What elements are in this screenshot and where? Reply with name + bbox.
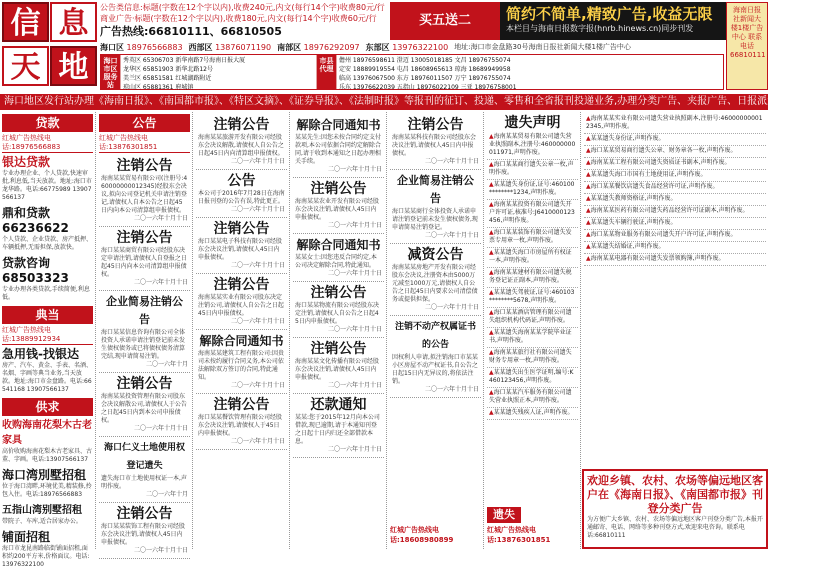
classifieds-content — [0, 112, 768, 568]
column-loans — [0, 112, 96, 568]
lost-item: ▲海口某某商行遗失公章一枚,声明作废。 — [487, 160, 578, 180]
column-notices-1 — [97, 112, 193, 554]
announcement-item: ▲海口某某餐饮店遗失食品经营许可证,声明作废。 — [584, 182, 766, 194]
notice-date: 二〇一六年十月十日 — [133, 215, 188, 222]
notice-date: 二〇一六年十月十日 — [327, 270, 382, 277]
masthead — [0, 0, 768, 92]
notice-title: 注销公告 — [116, 230, 173, 246]
announcement-item: ▲海南某某电器有限公司遗失发票领购簿,声明作废。 — [584, 254, 766, 266]
notice-date: 二〇一六年十月十日 — [327, 326, 382, 333]
notice-title: 企业简易注销公告 — [106, 295, 183, 326]
notice-title: 注销公告 — [213, 221, 270, 237]
notice-body: 海口某某商贸有限公司经股东决定申请注销,请债权人自登报之日起45日内向本公司清算组申报债权。 — [101, 247, 187, 278]
pawn-hotline: 红城广告热线电话:13889912934 — [2, 326, 93, 345]
ad-body: 海口市龙昆南路临街铺面招租,面积约200平方米,价格面议。电话:13976322100 — [2, 545, 90, 568]
notice-title: 注销公告 — [310, 341, 367, 357]
notice-body: 海南某某建筑工程有限公司:因贵司未按约履行合同义务,本公司依法解除双方签订的合同,特此通知。 — [198, 350, 285, 381]
announcement-item: ▲某某遗失教师资格证,声明作废。 — [584, 194, 766, 206]
notice — [196, 394, 287, 450]
lost-hotline: 红城广告热线电话:13876301851 — [487, 526, 551, 544]
column-notices-3 — [291, 112, 387, 549]
lost-stamp: 遗失 — [487, 507, 521, 523]
lost-item: ▲海口某某酒店管理有限公司遗失组织机构代码证,声明作废。 — [487, 308, 578, 328]
region-item: 美兰区 65851581 红城湖路附近 — [123, 75, 212, 82]
distribution-banner: 海口地区发行站办理《海南日报》、《南国都市报》、《特区文摘》、《证券导报》、《法制时报》等报刊的征订、投递、零售和全省报刊投递业务,办理分类广告、夹报广告、日报派送及其它业务。 — [0, 94, 768, 110]
right-side-ad: 海南日报社新闻大楼1楼广告中心 联系电话 66810111 — [726, 2, 768, 90]
notice-title: 注销公告 — [407, 117, 464, 133]
lost-item: ▲某某遗失出生医学证明,编号:K460123456,声明作废。 — [487, 368, 578, 388]
lost-item: ▲某某遗失海口市房屋所有权证一本,声明作废。 — [487, 248, 578, 268]
ad-title: 铺面招租 — [2, 530, 51, 544]
notice-title: 注销公告 — [310, 285, 367, 301]
notice-date: 二〇一六年十月十日 — [327, 222, 382, 229]
announcement-item: ▲某某遗失车辆行驶证,声明作废。 — [584, 218, 766, 230]
column-lost-notices — [485, 112, 581, 549]
notice-title: 注销公告 — [213, 397, 270, 413]
lost-item: ▲某某遗失海南某某学院毕业证书,声明作废。 — [487, 328, 578, 348]
notice-date: 二〇一六年十月十日 — [424, 304, 479, 311]
notice-date: 二〇一六年十月十日 — [327, 382, 382, 389]
notice-body: 海南某某旅游开发有限公司经股东会决议解散,请债权人自公告之日起45日内向清算组申报债权。 — [198, 134, 284, 157]
notice-date: 二〇一六年十月十日 — [230, 382, 285, 389]
slogan: 买五送二 — [390, 2, 500, 40]
notice-body: 海南某某文化传播有限公司经股东会决议注销,请债权人45日内申报债权。 — [295, 358, 380, 381]
masthead-char-3: 天 — [2, 46, 49, 86]
lost-item: ▲海口某某汽车服务有限公司遗失营业执照正本,声明作废。 — [487, 388, 578, 408]
notice-body: 某某女士:因您违反合同约定,本公司决定解除合同,特此通知。 — [295, 254, 377, 269]
announcement-item: ▲某某遗失结婚证,声明作废。 — [584, 242, 766, 254]
ad-body: 专业办理各类贷款,手续简便,利息低。 — [2, 286, 90, 301]
lost-item: ▲海南某某旅行社有限公司遗失财务专用章一枚,声明作废。 — [487, 348, 578, 368]
notice-date: 二〇一六年十月十日 — [327, 166, 382, 173]
notice-body: 海口某某物流有限公司经股东决定注销,请债权人自公告之日起45日内申报债权。 — [295, 302, 380, 325]
lost-footer — [487, 503, 578, 545]
notice-hotline-bottom: 红城广告热线电话:18608980899 — [390, 526, 454, 544]
announcement-item: ▲海口某某贸易商行遗失公章、财务章各一枚,声明作废。 — [584, 146, 766, 158]
notice-body: 因权利人申请,拟注销海口市某某小区房屋不动产权证书,自公告之日起15日内无异议的,将依法注销。 — [392, 354, 478, 385]
notice-body: 海南某某房地产开发有限公司经股东会决议,注册资本由5000万元减至1000万元,请债权人自公告之日起45日内要求公司清偿债务或提供担保。 — [392, 264, 478, 303]
masthead-char-4: 地 — [50, 46, 97, 86]
ad-body: 位于海口湾畔,环境优美,精装修,拎包入住。电话:18976566883 — [2, 483, 92, 498]
lost-item: ▲某某遗失身份证,证号:460100********1234,声明作废。 — [487, 180, 578, 200]
announcement-item: ▲海南某某医药有限公司遗失药品经营许可证副本,声明作废。 — [584, 206, 766, 218]
notice-date: 二〇一六年十月十日 — [230, 318, 285, 325]
office-haikou: 海口区 18976566883 — [100, 43, 183, 52]
ad-hotline: 广告热线:66810111、66810505 — [100, 25, 282, 38]
notice — [293, 234, 384, 282]
notice-title: 企业简易注销公告 — [397, 174, 474, 205]
notice — [293, 282, 384, 338]
notice-title: 解除合同通知书 — [296, 118, 381, 132]
notice-date: 二〇一六年十月十日 — [424, 386, 479, 393]
section-head-loan: 贷款 — [2, 114, 93, 132]
announcement-item: ▲某某遗失海口市国有土地使用证,声明作废。 — [584, 170, 766, 182]
notice — [99, 227, 190, 291]
notice-title: 注销公告 — [116, 158, 173, 174]
office-south: 南部区 18976292097 — [277, 43, 360, 52]
notice — [196, 114, 287, 170]
masthead-char-1: 信 — [2, 2, 49, 42]
notice-hotline: 红城广告热线电话:13876301851 — [99, 134, 190, 153]
notice — [99, 373, 190, 437]
notice-date: 二〇一六年十月十日 — [327, 446, 382, 453]
ad-body: 专业办理企业、个人贷款,快速审批,利息低,当天放款。地址:海口市龙华路。电话:66775989 13907566137 — [2, 170, 92, 201]
notice — [196, 274, 287, 330]
rural-promo-body: 为方便广大乡镇、农村、农场等偏远地区客户刊登分类广告,本报开通邮寄、电话、网络等多种刊登方式,欢迎来电咨询。联系电话:66810111 — [587, 516, 763, 539]
announcement-item: ▲海南某某工程有限公司遗失资质证书副本,声明作废。 — [584, 158, 766, 170]
region-item: 临高 13976067500 东方 18976011507 万宁 18976755074 — [339, 75, 511, 82]
notice — [99, 155, 190, 227]
ad-body: 带院子、车库,适合居家办公。 — [2, 518, 82, 525]
notice — [390, 114, 481, 170]
ad-title: 银达贷款 — [2, 155, 51, 169]
notice — [293, 114, 384, 178]
ad-body: 房产、汽车、黄金、手表、名酒、名烟、字画等典当业务,当天放款。地址:海口市金盘路。电话:66541168 13907566137 — [2, 362, 93, 393]
notice — [99, 291, 190, 373]
notice-date: 二〇一六年十月十日 — [230, 158, 285, 165]
pricing-info — [100, 2, 388, 40]
office-address: 地址:海口市金盘路30号海南日报社新闻大楼1楼广告中心 — [454, 43, 631, 51]
announcement-item: ▲海口某某物业服务有限公司遗失开户许可证,声明作废。 — [584, 230, 766, 242]
region-item: 龙华区 65851903 新华北路12号 — [123, 66, 213, 73]
region-item: 定安 18889919554 屯昌 18608965613 琼海 18689949958 — [339, 66, 511, 73]
region-table — [100, 54, 724, 90]
lost-notice-head: 遗失声明 — [504, 115, 561, 131]
notice-date: 二〇一六年十月十日 — [230, 206, 285, 213]
notice-date: 二〇一六年十月十日 — [424, 158, 479, 165]
notice-body: 海南某某实业有限公司股东决定注销公司,请债权人自公告之日起45日内申报债权。 — [198, 294, 284, 317]
ad-title: 收购海南花梨木古老家具 — [2, 420, 92, 446]
notice-body: 海口某某电子科技有限公司经股东会决议注销,请债权人45日内申报债权。 — [198, 238, 283, 261]
notice — [99, 437, 190, 503]
lost-item: ▲海南某某投资有限公司遗失开户许可证,核准号:J6410000123456,声明作废。 — [487, 200, 578, 228]
pricing-line-2: 商业广告·标题(字数在12个字以内),收费180元,内文(每行14个字)收费60元/行 — [100, 14, 377, 23]
ad-title: 鼎和贷款66236622 — [2, 206, 69, 235]
notice-body: 本公司于2016年7月28日在海南日报刊登的公告有误,特此更正。 — [198, 190, 285, 205]
notice-body: 海口某某信息咨询有限公司全体投资人承诺申请注销登记前未发生债权债务或已将债权债务清算完结,现申请简易注销。 — [101, 329, 186, 360]
column-announcements — [582, 112, 768, 549]
region-left-list — [121, 55, 317, 89]
rural-promo-box — [582, 469, 768, 549]
notice — [293, 178, 384, 234]
promo-title: 简约不简单,精致广告,收益无限 — [506, 5, 713, 23]
notice-title: 注销公告 — [116, 506, 173, 522]
notice-title: 解除合同通知书 — [296, 238, 381, 252]
ad-title: 贷款咨询68503323 — [2, 256, 69, 285]
notice — [196, 170, 287, 218]
region-item: 儋州 18976598611 澄迈 13005018185 文昌 18976755074 — [339, 57, 511, 64]
region-head-mid: 市县代理 — [317, 55, 337, 89]
notice-date: 二〇一六年十月十日 — [133, 547, 188, 554]
lost-item: ▲某某遗失驾驶证,证号:460103********5678,声明作废。 — [487, 288, 578, 308]
notice-body: 遗失海口市土地使用权证一本,声明作废。 — [101, 475, 187, 490]
notice-date: 二〇一六年十月 — [145, 361, 188, 368]
notice-title: 解除合同通知书 — [199, 334, 284, 348]
promo-banner — [500, 2, 726, 40]
notice — [390, 316, 481, 398]
notice-date: 二〇一六年十月 — [145, 491, 188, 498]
notice-body: 海南某某投资管理有限公司股东会决议解散公司,请债权人于公告之日起45日内到本公司申报债权。 — [101, 393, 187, 424]
notice-date: 二〇一六年十月十日 — [230, 438, 285, 445]
notice-title: 注销公告 — [310, 181, 367, 197]
notice-date: 二〇一六年十月十日 — [133, 279, 188, 286]
region-item: 秀英区 65306703 新华南路7号海南日报大厦 — [123, 57, 246, 64]
column-notices-2 — [194, 112, 290, 549]
notice-date: 二〇一六年十月十日 — [230, 262, 285, 269]
lost-item: ▲某某遗失残疾人证,声明作废。 — [487, 408, 578, 420]
office-east: 东部区 13976322100 — [365, 43, 449, 52]
notice — [196, 330, 287, 394]
rural-promo-title: 欢迎乡镇、农村、农场等偏远地区客户在《海南日报》、《南国都市报》刊登分类广告 — [587, 474, 763, 515]
lost-item: ▲海口某某装饰有限公司遗失发票专用章一枚,声明作废。 — [487, 228, 578, 248]
notice-title: 注销公告 — [213, 277, 270, 293]
notice-body: 海南某某贸易有限公司(注册号:460000000012345)经股东会决议,拟向公司登记机关申请注销登记,请债权人自本公告之日起45日内向本公司清算组申报债权。 — [101, 175, 188, 214]
office-west: 西部区 13876071190 — [188, 43, 272, 52]
ad-title: 急用钱-找银达 — [2, 347, 79, 361]
ad-body: 高价收购海南花梨木古老家具、古董、字画。电话:13907566137 — [2, 448, 93, 463]
section-head-supply: 供求 — [2, 398, 93, 416]
lost-item: ▲海南某某贸易有限公司遗失营业执照副本,注册号:460000000011971,声明作废。 — [487, 132, 578, 160]
notice-date: 二〇一六年十月十日 — [424, 232, 479, 239]
notice-title: 公告 — [227, 173, 256, 189]
region-mid-list — [337, 55, 723, 89]
pricing-line-1: 公告类信息:标题(字数在12个字以内),收费240元,内文(每行14个字)收费80元/行 — [100, 3, 385, 12]
notice-body: 海口某某餐饮管理有限公司经股东会决议注销,请债权人于45日内申报债权。 — [198, 414, 283, 437]
notice-body: 海南某某科技有限公司经股东会决议注销,请债权人45日内申报债权。 — [392, 134, 477, 157]
notice-title: 减资公告 — [407, 247, 464, 263]
region-item: 乐东 13976622039 五指山 18976022109 三亚 18976758001 — [339, 84, 517, 91]
ad-body: 个人贷款、企业贷款、房产抵押、车辆抵押,无需担保,放款快。 — [2, 236, 93, 251]
notice-date: 二〇一六年十月十日 — [133, 425, 188, 432]
promo-subtitle: 本栏目与海南日报数字报(hnrb.hinews.cn)同步刊发 — [506, 24, 694, 33]
region-item: 琼山区 65881361 府城镇 — [123, 84, 194, 91]
region-head-left: 海口市区服务站 — [101, 55, 121, 89]
announcement-item: ▲海南某某实业有限公司遗失营业执照副本,注册号:460000000012345,声明作废。 — [584, 114, 766, 134]
column-notices-4 — [388, 112, 484, 549]
notice-body: 海南某某农业开发有限公司经股东会决议注销,请债权人45日内申报债权。 — [295, 198, 380, 221]
notice-title: 注销公告 — [213, 117, 270, 133]
notice — [390, 244, 481, 316]
section-head-pawn: 典当 — [2, 306, 93, 324]
notice — [293, 394, 384, 458]
notice-body: 海口某某商行全体投资人承诺申请注销登记前未发生债权债务,现申请简易注销登记。 — [392, 208, 478, 231]
notice-title: 海口仁义土地使用权登记遗失 — [103, 443, 185, 471]
section-head-notice: 公告 — [99, 114, 190, 132]
notice — [390, 170, 481, 244]
masthead-char-2: 息 — [50, 2, 97, 42]
notice — [293, 338, 384, 394]
ad-title: 五指山湾别墅招租 — [2, 505, 82, 516]
announcement-item: ▲某某遗失身份证,声明作废。 — [584, 134, 766, 146]
notice — [99, 503, 190, 559]
notice-title: 还款通知 — [310, 397, 367, 413]
notice-body: 某某:您于2015年12月向本公司借款,现已逾期,请于本通知刊登之日起十日内归还全部借款本息。 — [295, 414, 380, 445]
lost-item: ▲海南某某建材有限公司遗失税务登记证正副本,声明作废。 — [487, 268, 578, 288]
notice-body: 某某先生:因您未按合同约定支付款项,本公司依据合同约定解除合同,请于收到本通知之日起办理相关手续。 — [295, 134, 382, 165]
office-row — [100, 42, 724, 53]
ad-title: 海口湾別墅招租 — [2, 468, 87, 482]
loan-hotline: 红城广告热线电话:18976566883 — [2, 134, 93, 153]
notice — [196, 218, 287, 274]
notice-title: 注销不动产权属证书的公告 — [394, 322, 476, 350]
notice-body: 海口某某装饰工程有限公司经股东会决议注销,请债权人45日内申报债权。 — [101, 523, 186, 546]
notice-title: 注销公告 — [116, 376, 173, 392]
